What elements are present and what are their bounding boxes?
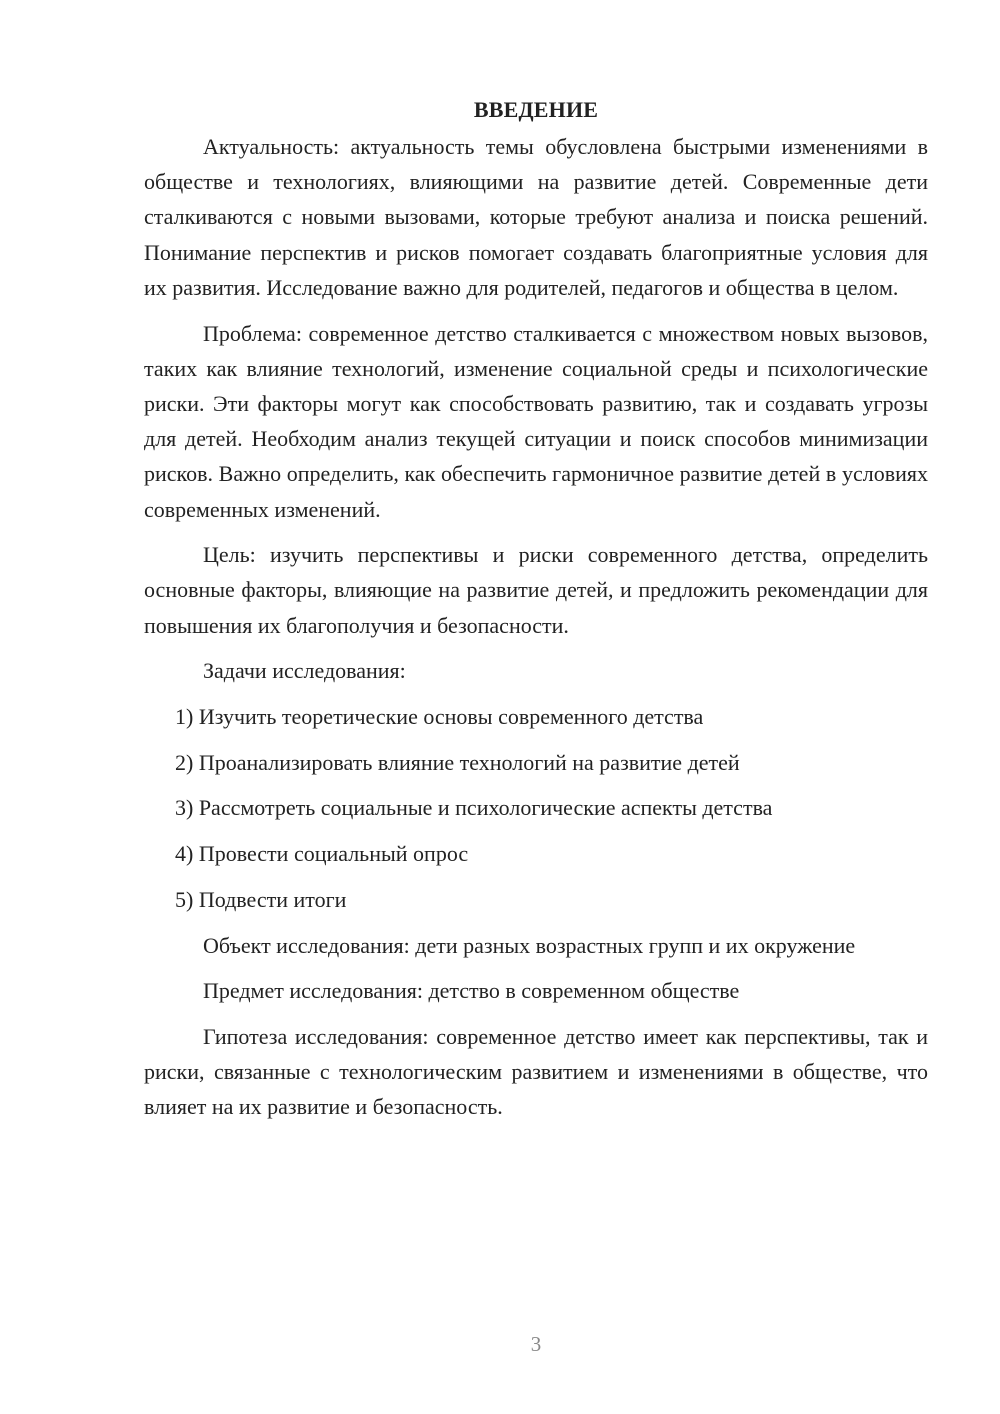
paragraph-object: Объект исследования: дети разных возрастных групп и их окружение <box>203 932 856 958</box>
list-item: 3) Рассмотреть социальные и психологические аспекты детства <box>175 795 773 821</box>
list-item: 5) Подвести итоги <box>175 886 347 912</box>
section-title: ВВЕДЕНИЕ <box>473 97 599 122</box>
paragraph-relevance: Актуальность: актуальность темы обусловлена быстрыми изменениями в обществе и технологиях, влияющими на развитие детей. Современные дети сталкиваются с новыми вызовами, которые требуют анализа и поиска решений. Понимание перспектив и рисков помогает создавать благоприятные условия для их развития. Исследование важно для родителей, педагогов и общества в целом. <box>144 134 928 300</box>
paragraph-goal: Цель: изучить перспективы и риски современного детства, определить основные факторы, влияющие на развитие детей, и предложить рекомендации для повышения их благополучия и безопасности. <box>144 542 928 638</box>
list-item: 1) Изучить теоретические основы современного детства <box>175 704 704 730</box>
paragraph-problem: Проблема: современное детство сталкивается с множеством новых вызовов, таких как влияние технологий, изменение социальной среды и психологические риски. Эти факторы могут как способствовать развитию, так и создавать угрозы для детей. Необходим анализ текущей ситуации и поиск способов минимизации рисков. Важно определить, как обеспечить гармоничное развитие детей в условиях современных изменений. <box>144 320 928 522</box>
list-item: 2) Проанализировать влияние технологий на развитие детей <box>175 749 740 775</box>
document-page <box>144 92 928 1135</box>
page-number: 3 <box>530 1332 542 1356</box>
list-item: 4) Провести социальный опрос <box>175 841 469 867</box>
tasks-heading: Задачи исследования: <box>203 658 406 684</box>
tasks-list <box>144 699 928 917</box>
paragraph-subject: Предмет исследования: детство в современном обществе <box>203 978 740 1004</box>
paragraph-hypothesis: Гипотеза исследования: современное детство имеет как перспективы, так и риски, связанные с технологическим развитием и изменениями в обществе, что влияет на их развитие и безопасность. <box>144 1023 928 1120</box>
